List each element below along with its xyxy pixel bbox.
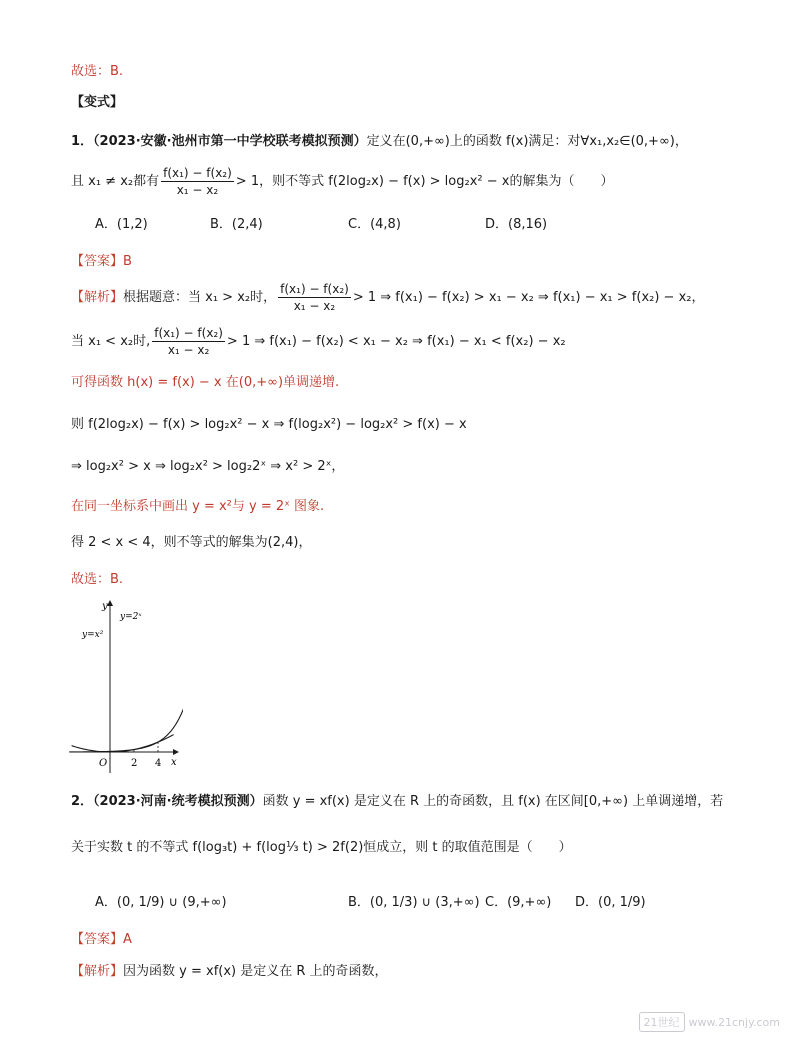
analysis-1-pre: 根据题意：当 x₁ > x₂时， <box>123 290 277 305</box>
fraction-denominator: x₁ − x₂ <box>293 299 336 313</box>
option-label: B． <box>210 217 232 232</box>
q1-final: 故选：B. <box>71 572 124 587</box>
q1-source: （2023·安徽·池州市第一中学校联考模拟预测） <box>93 134 367 149</box>
option-text: (1,2) <box>116 217 148 232</box>
watermark-text: www.21cnjy.com <box>688 1016 780 1029</box>
answer-line-top: 故选：B. <box>71 64 124 79</box>
option-label: A． <box>95 895 117 910</box>
fraction-denominator: x₁ − x₂ <box>176 183 219 197</box>
q2-stem-a: 函数 y = xf(x) 是定义在 R 上的奇函数，且 f(x) 在区间[0,+∞) 上单调递增，若 <box>262 794 724 809</box>
analysis-1: 因为函数 y = xf(x) 是定义在 R 上的奇函数， <box>123 964 388 979</box>
analysis-tag: 【解析】 <box>71 290 124 305</box>
analysis-tag: 【解析】 <box>71 964 124 979</box>
q1-analysis-line1 <box>71 280 705 316</box>
analysis-2-post: > 1 ⇒ f(x₁) − f(x₂) < x₁ − x₂ ⇒ f(x₁) − x₁ < f(x₂) − x₂ <box>226 334 566 349</box>
q1-option-c[interactable] <box>348 215 401 235</box>
q1-analysis-line4: 则 f(2log₂x) − f(x) > log₂x² − x ⇒ f(log₂x²) − log₂x² > f(x) − x <box>71 417 467 432</box>
option-label: D． <box>485 217 509 232</box>
q1-analysis-line6: 在同一坐标系中画出 y = x²与 y = 2ˣ 图象. <box>71 499 325 514</box>
watermark-badge: 21世纪 <box>639 1012 685 1032</box>
q1-option-b[interactable] <box>210 215 263 235</box>
q1-answer <box>71 252 132 272</box>
option-text: (0, 1/9) <box>598 895 646 910</box>
q2-option-b[interactable] <box>348 893 480 913</box>
q1-stem-b-post: > 1，则不等式 f(2log₂x) − f(x) > log₂x² − x的解集为（ ） <box>235 174 614 189</box>
option-text: (9,+∞) <box>507 895 552 910</box>
option-text: (2,4) <box>231 217 263 232</box>
analysis-2-pre: 当 x₁ < x₂时, <box>71 334 151 349</box>
q1-analysis-line3: 可得函数 h(x) = f(x) − x 在(0,+∞)单调递增. <box>71 375 340 390</box>
q2-stem-line1 <box>71 792 723 812</box>
answer-tag: 【答案】 <box>71 932 124 947</box>
q2-answer <box>71 930 132 950</box>
fraction-numerator: f(x₁) − f(x₂) <box>280 282 349 296</box>
q1-analysis-line2 <box>71 324 566 360</box>
q2-analysis-line1 <box>71 962 388 982</box>
option-text: (4,8) <box>370 217 401 232</box>
q2-source: （2023·河南·统考模拟预测） <box>93 794 263 809</box>
q1-stem-line1 <box>71 132 688 152</box>
label-x: x <box>171 757 177 768</box>
q1-option-d[interactable] <box>485 215 547 235</box>
q2-option-a[interactable] <box>95 893 227 913</box>
q1-stem-b-pre: 且 x₁ ≠ x₂都有 <box>71 174 160 189</box>
q1-stem-fraction <box>161 165 234 198</box>
analysis-1-post: > 1 ⇒ f(x₁) − f(x₂) > x₁ − x₂ ⇒ f(x₁) − x₁ > f(x₂) − x₂， <box>352 290 705 305</box>
q1-stem-line2 <box>71 164 613 200</box>
option-label: D． <box>575 895 599 910</box>
analysis-fraction-1 <box>278 281 351 314</box>
label-origin: O <box>99 758 108 769</box>
q1-option-a[interactable] <box>95 215 148 235</box>
q1-analysis-line7: 得 2 < x < 4，则不等式的解集为(2,4)， <box>71 535 312 550</box>
fraction-numerator: f(x₁) − f(x₂) <box>154 326 223 340</box>
q1-number: 1． <box>71 134 94 149</box>
label-y: y <box>102 601 108 612</box>
q1-stem-a: 定义在(0,+∞)上的函数 f(x)满足：对∀x₁,x₂∈(0,+∞)， <box>366 134 688 149</box>
fraction-denominator: x₁ − x₂ <box>167 343 210 357</box>
label-curve-pow: y=x² <box>82 630 104 640</box>
q2-option-d[interactable] <box>575 893 646 913</box>
watermark <box>639 1012 780 1032</box>
q2-option-c[interactable] <box>485 893 551 913</box>
option-text: (8,16) <box>508 217 548 232</box>
fraction-numerator: f(x₁) − f(x₂) <box>163 166 232 180</box>
curve-two-to-x <box>69 604 183 752</box>
option-text: (0, 1/9) ∪ (9,+∞) <box>116 895 227 910</box>
label-curve-exp: y=2ˣ <box>120 612 142 622</box>
tick-label-4: 4 <box>155 758 162 769</box>
option-label: A． <box>95 217 117 232</box>
option-label: B． <box>348 895 370 910</box>
answer-value: B <box>123 254 132 269</box>
q2-stem-line2: 关于实数 t 的不等式 f(log₃t) + f(log⅓ t) > 2f(2)恒成立，则 t 的取值范围是（ ） <box>71 840 572 855</box>
tick-label-2: 2 <box>131 758 138 769</box>
option-label: C． <box>348 217 371 232</box>
analysis-fraction-2 <box>152 325 225 358</box>
q1-analysis-line5: ⇒ log₂x² > x ⇒ log₂x² > log₂2ˣ ⇒ x² > 2ˣ， <box>71 459 345 474</box>
option-label: C． <box>485 895 508 910</box>
option-text: (0, 1/3) ∪ (3,+∞) <box>369 895 480 910</box>
answer-value: A <box>123 932 132 947</box>
q2-number: 2． <box>71 794 94 809</box>
function-graph <box>68 595 183 775</box>
answer-tag: 【答案】 <box>71 254 124 269</box>
variant-header: 【变式】 <box>71 95 124 110</box>
